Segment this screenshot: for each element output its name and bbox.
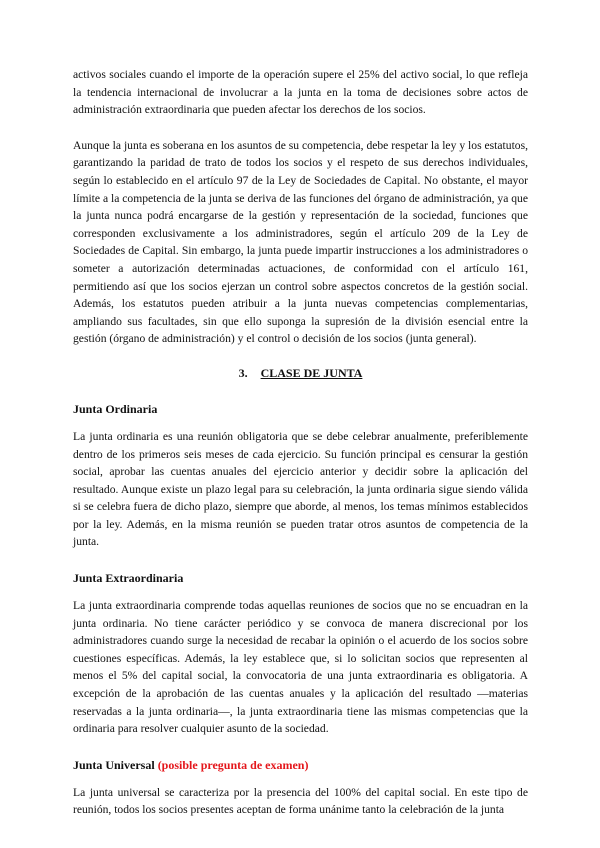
section-heading bbox=[73, 365, 528, 382]
subheading-junta-ordinaria: Junta Ordinaria bbox=[73, 401, 158, 416]
paragraph-junta-ordinaria: La junta ordinaria es una reunión obligatoria que se debe celebrar anualmente, preferiblemente dentro de los primeros seis meses de cada ejercicio. Su función principal es censurar la gestión social, aprobar las cuentas anuales del ejercicio anterior y decidir sobre la aplicación del resultado. Aunque existe un plazo legal para su celebración, la junta ordinaria sigue siendo válida si se celebra fuera de dicho plazo, siempre que aborde, al menos, los temas mínimos establecidos por la ley. Además, en la misma reunión se pueden tratar otros asuntos de competencia de la junta. bbox=[73, 429, 528, 549]
section-title: CLASE DE JUNTA bbox=[260, 365, 363, 380]
document-page bbox=[73, 66, 528, 819]
subheading-junta-universal-title: Junta Universal bbox=[73, 757, 155, 772]
paragraph-junta-universal: La junta universal se caracteriza por la presencia del 100% del capital social. En este tipo de reunión, todos los socios presentes aceptan de forma unánime tanto la celebración de la junta bbox=[73, 785, 528, 817]
exam-question-tag: (posible pregunta de examen) bbox=[157, 757, 309, 772]
subheading-junta-extraordinaria: Junta Extraordinaria bbox=[73, 571, 184, 586]
section-number: 3. bbox=[238, 365, 248, 380]
paragraph-intro-continuation: activos sociales cuando el importe de la operación supere el 25% del activo social, lo que refleja la tendencia internacional de involucrar a la junta en la toma de decisiones sobre actos de administración extraordinaria que pueden afectar los derechos de los socios. bbox=[73, 68, 528, 117]
paragraph-junta-soberana: Aunque la junta es soberana en los asuntos de su competencia, debe respetar la ley y los estatutos, garantizando la paridad de trato de todos los socios y el respeto de sus derechos individuales, según lo establecido en el artículo 97 de la Ley de Sociedades de Capital. No obstante, el mayor límite a la competencia de la junta se deriva de las funciones del órgano de administración, ya que la junta nunca podrá encargarse de la gestión y representación de la sociedad, funciones que corresponden exclusivamente a los administradores, según el artículo 209 de la Ley de Sociedades de Capital. Sin embargo, la junta puede impartir instrucciones a los administradores o someter a autorización determinadas actuaciones, de conformidad con el artículo 161, permitiendo así que los socios ejerzan un control sobre aspectos concretos de la gestión social. Además, los estatutos pueden atribuir a la junta nuevas competencias complementarias, ampliando sus facultades, sin que ello suponga la supresión de la división esencial entre la gestión (órgano de administración) y el control o decisión de los socios (junta general). bbox=[73, 138, 528, 346]
paragraph-junta-extraordinaria: La junta extraordinaria comprende todas aquellas reuniones de socios que no se encuadran en la junta ordinaria. No tiene carácter periódico y se convoca de manera discrecional por los administradores cuando surge la necesidad de recabar la opinión o el acuerdo de los socios sobre cuestiones específicas. Además, la ley establece que, si lo solicitan socios que representen al menos el 5% del capital social, la convocatoria de una junta extraordinaria es obligatoria. A excepción de la aprobación de las cuentas anuales y la aplicación del resultado —materias reservadas a la junta ordinaria—, la junta extraordinaria tiene las mismas competencias que la ordinaria para resolver cualquier asunto de la sociedad. bbox=[73, 599, 528, 736]
subheading-junta-universal bbox=[73, 757, 528, 774]
